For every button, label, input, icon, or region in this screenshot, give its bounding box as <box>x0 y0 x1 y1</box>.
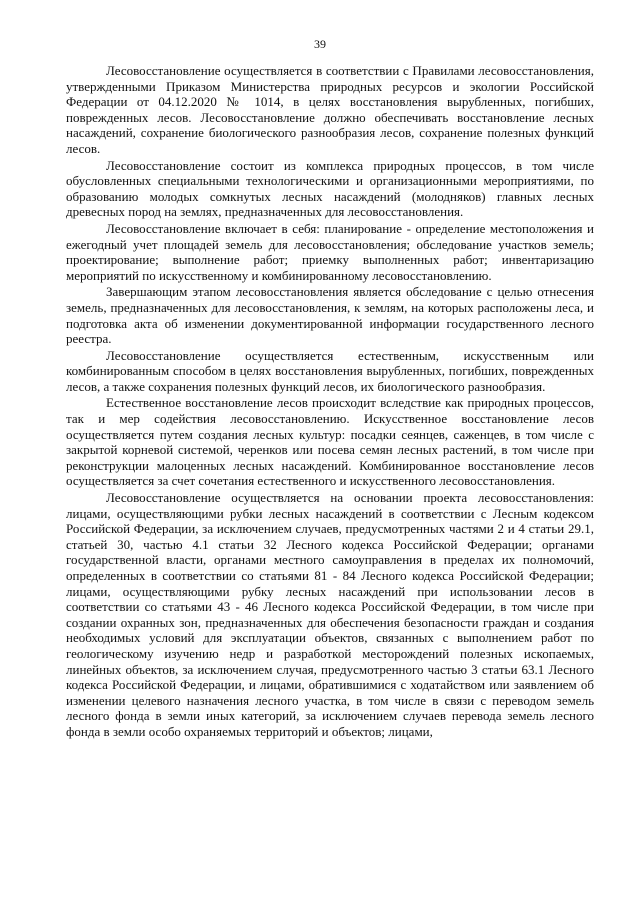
paragraph-2: Лесовосстановление состоит из комплекса природных процессов, в том числе обусловленных специальными технологическими и организационными мероприятиями, по образованию молодых сомкнутых лесных насаждений (молодняков) главных лесных древесных пород на землях, предназначенных для лесовосстановления. <box>66 157 594 220</box>
page-number: 39 <box>314 37 326 51</box>
paragraph-3: Лесовосстановление включает в себя: планирование - определение местоположения и ежегодный учет площадей земель для лесовосстановления; обследование участков земель; проектирование; выполнение работ; приемку выполненных работ; инвентаризацию мероприятий по искусственному и комбинированному лесовосстановлению. <box>66 220 594 283</box>
paragraph-5: Лесовосстановление осуществляется естественным, искусственным или комбинированным способом в целях восстановления вырубленных, погибших, поврежденных лесов, а также сохранения полезных функций лесов, их биологического разнообразия. <box>66 347 594 394</box>
paragraph-4: Завершающим этапом лесовосстановления является обследование с целью отнесения земель, предназначенных для лесовосстановления, к землям, на которых расположены леса, и подготовка акта об изменении документированной информации государственного лесного реестра. <box>66 284 594 347</box>
body-text <box>66 63 594 741</box>
paragraph-6: Естественное восстановление лесов происходит вследствие как природных процессов, так и мер содействия лесовосстановлению. Искусственное восстановление лесов осуществляется путем создания лесных культур: посадки сеянцев, саженцев, в том числе с закрытой корневой системой, черенков или посева семян лесных растений, в том числе при реконструкции малоценных лесных насаждений. Комбинированное восстановление лесов осуществляется за счет сочетания естественного и искусственного лесовосстановления. <box>66 395 594 489</box>
paragraph-7: Лесовосстановление осуществляется на основании проекта лесовосстановления: лицами, осуществляющими рубки лесных насаждений в соответствии с Лесным кодексом Российской Федерации, за исключением случаев, предусмотренных частями 2 и 4 статьи 29.1, статьей 30, частью 4.1 статьи 32 Лесного кодекса Российской Федерации; органами государственной власти, органами местного самоуправления в пределах их полномочий, определенных в соответствии со статьями 81 - 84 Лесного кодекса Российской Федерации; лицами, осуществляющими рубку лесных насаждений при использовании лесов в соответствии со статьями 43 - 46 Лесного кодекса Российской Федерации, в том числе при создании охранных зон, предназначенных для обеспечения безопасности граждан и создания необходимых условий для эксплуатации объектов, связанных с выполнением работ по геологическому изучению недр и разработкой месторождений полезных ископаемых, линейных объектов, за исключением случая, предусмотренного частью 3 статьи 63.1 Лесного кодекса Российской Федерации, и лицами, обратившимися с ходатайством или заявлением об изменении целевого назначения лесного участка, в том числе в связи с переводом земель лесного фонда в земли иных категорий, за исключением случаев перевода земель лесного фонда в земли особо охраняемых территорий и объектов; лицами, <box>66 490 594 739</box>
paragraph-1: Лесовосстановление осуществляется в соответствии с Правилами лесовосстановления, утвержденными Приказом Министерства природных ресурсов и экологии Российской Федерации от 04.12.2020 № 1014, в целях восстановления вырубленных, погибших, поврежденных лесов. Лесовосстановление должно обеспечивать восстановление лесных насаждений, сохранение биологического разнообразия лесов, сохранение полезных функций лесов. <box>66 63 594 156</box>
